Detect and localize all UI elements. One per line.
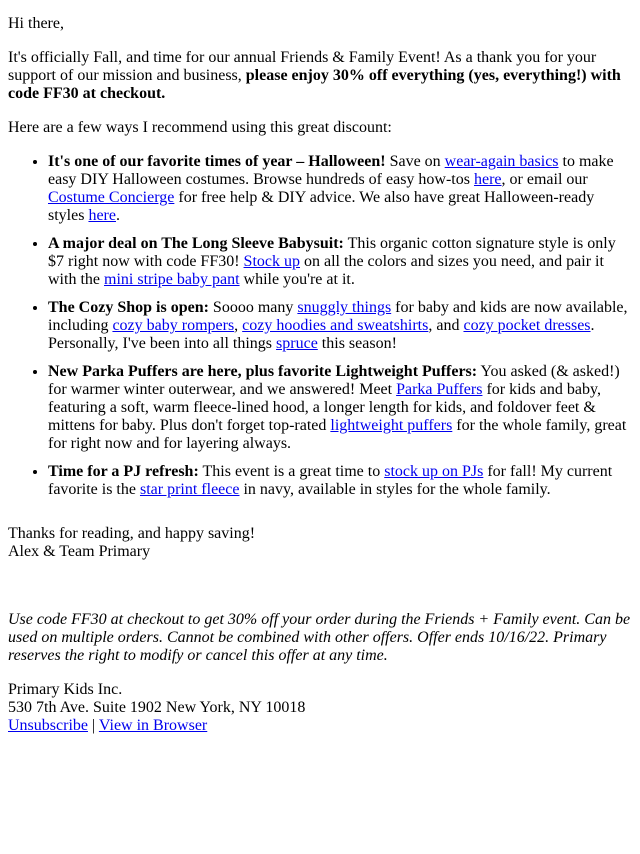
item-text: to make easy DIY Halloween costumes. Browse hundreds of easy how-tos xyxy=(48,153,614,188)
list-item-babysuit xyxy=(48,235,632,289)
intro-paragraph xyxy=(8,49,632,103)
item-text: for the whole family, great for right now and for layering always. xyxy=(48,417,627,452)
signature: Alex & Team Primary xyxy=(8,543,151,560)
item-text: for fall! My current favorite is the xyxy=(48,463,613,498)
item-text: for free help & DIY advice. We also have great Halloween-ready styles xyxy=(48,189,595,224)
offer-terms: Use code FF30 at checkout to get 30% off your order during the Friends + Family event. Can be used on multiple orders. Cannot be combined with other offers. Offer ends 10/16/22. Primary reserves the right to modify or cancel this offer at any time. xyxy=(8,611,631,664)
unsubscribe-link[interactable]: Unsubscribe xyxy=(8,717,88,734)
item-title: Time for a PJ refresh: xyxy=(48,463,199,480)
signoff xyxy=(8,525,632,561)
spruce-link[interactable]: spruce xyxy=(276,335,318,352)
company-name: Primary Kids Inc. xyxy=(8,681,123,698)
item-text: on all the colors and sizes you need, and pair it with the xyxy=(48,253,604,288)
intro-text: It's officially Fall, and time for our annual Friends & Family Event! As a thank you for your support of our mission and business, xyxy=(8,49,597,84)
item-title: It's one of our favorite times of year – Halloween! xyxy=(48,153,386,170)
item-text: while you're at it. xyxy=(239,271,355,288)
footer xyxy=(8,681,632,735)
cozy-hoodies-link[interactable]: cozy hoodies and sweatshirts xyxy=(242,317,429,334)
footer-separator: | xyxy=(87,717,99,734)
list-item-pj-refresh xyxy=(48,463,632,499)
intro-offer: please enjoy 30% off everything (yes, everything!) with code FF30 at checkout. xyxy=(8,67,621,102)
item-text: , or email our xyxy=(501,171,588,188)
greeting: Hi there, xyxy=(8,15,64,32)
item-text: This event is a great time to xyxy=(198,463,385,480)
item-text: Soooo many xyxy=(208,299,298,316)
item-title: A major deal on The Long Sleeve Babysuit: xyxy=(48,235,344,252)
item-text: for kids and baby, featuring a soft, warm fleece-lined hood, a longer length for kids, and foldover feet & mittens for baby. Plus don't forget top-rated xyxy=(48,381,601,434)
mini-stripe-baby-pant-link[interactable]: mini stripe baby pant xyxy=(104,271,240,288)
parka-puffers-link[interactable]: Parka Puffers xyxy=(396,381,483,398)
list-item-halloween xyxy=(48,153,632,225)
snuggly-things-link[interactable]: snuggly things xyxy=(297,299,392,316)
item-text: in navy, available in styles for the whole family. xyxy=(239,481,551,498)
company-address: 530 7th Ave. Suite 1902 New York, NY 10018 xyxy=(8,699,306,716)
stock-up-link[interactable]: Stock up xyxy=(243,253,300,270)
view-in-browser-link[interactable]: View in Browser xyxy=(98,717,208,734)
cozy-baby-rompers-link[interactable]: cozy baby rompers xyxy=(112,317,235,334)
item-text: You asked (& asked!) for warmer winter outerwear, and we answered! Meet xyxy=(48,363,620,398)
item-text: for baby and kids are now available, including xyxy=(48,299,628,334)
tips-list xyxy=(8,153,632,499)
item-text: This organic cotton signature style is only $7 right now with code FF30! xyxy=(48,235,616,270)
costume-concierge-link[interactable]: Costume Concierge xyxy=(48,189,175,206)
wear-again-basics-link[interactable]: wear-again basics xyxy=(444,153,559,170)
star-print-fleece-link[interactable]: star print fleece xyxy=(139,481,240,498)
halloween-styles-link[interactable]: here xyxy=(88,207,116,224)
item-title: New Parka Puffers are here, plus favorite Lightweight Puffers: xyxy=(48,363,478,380)
halloween-how-tos-link[interactable]: here xyxy=(473,171,502,188)
item-text: , and xyxy=(428,317,464,334)
list-item-cozy-shop xyxy=(48,299,632,353)
item-text: Save on xyxy=(385,153,445,170)
signoff-line: Thanks for reading, and happy saving! xyxy=(8,525,256,542)
list-item-puffers xyxy=(48,363,632,453)
item-title: The Cozy Shop is open: xyxy=(48,299,209,316)
cozy-pocket-dresses-link[interactable]: cozy pocket dresses xyxy=(463,317,591,334)
lead-in: Here are a few ways I recommend using this great discount: xyxy=(8,119,392,136)
item-text: . xyxy=(115,207,120,224)
stock-up-on-pjs-link[interactable]: stock up on PJs xyxy=(384,463,484,480)
item-text: , xyxy=(234,317,243,334)
item-text: . Personally, I've been into all things xyxy=(48,317,595,352)
lightweight-puffers-link[interactable]: lightweight puffers xyxy=(330,417,453,434)
item-text: this season! xyxy=(317,335,397,352)
